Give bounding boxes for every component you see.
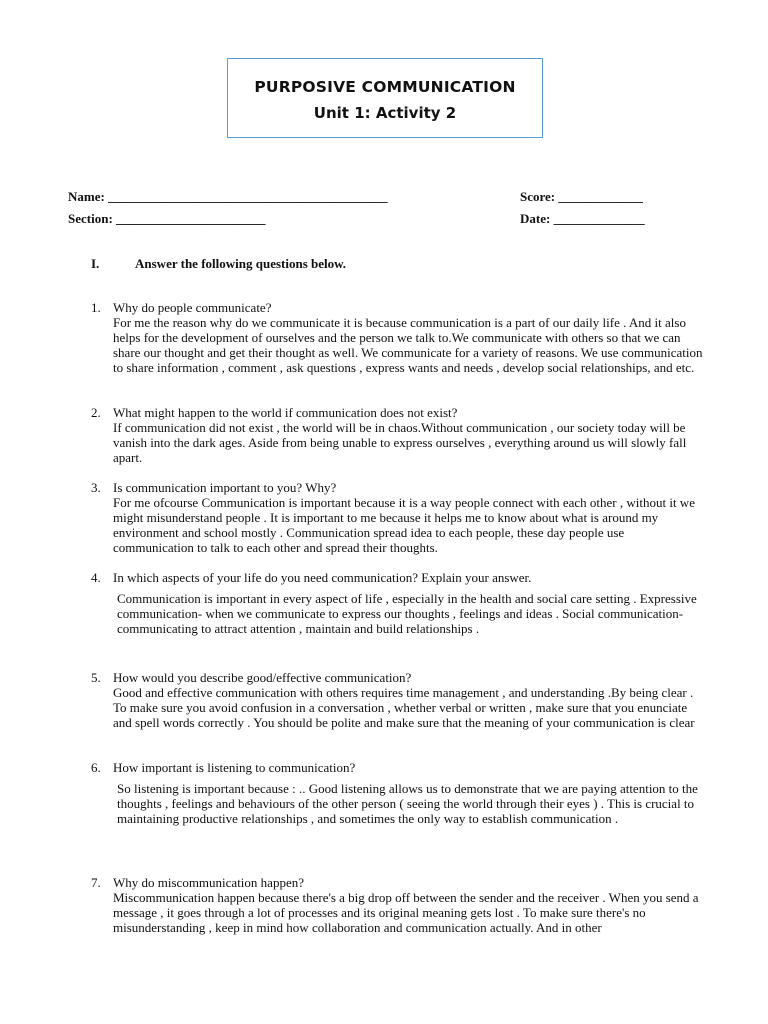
score-blank[interactable]: _____________ [558,189,643,204]
answer-text: Good and effective communication with others requires time management , and understanding .By being clear . To make sure you avoid confusion in a conversation , whether verbal or written , make sure that you enunciate and spell words correctly . You should be polite and make sure that the meaning of your communication is clear [113,685,695,730]
question-item [91,480,706,555]
answer-text: For me ofcourse Communication is important because it is a way people connect with each other , without it we might misunderstand people . It is important to me because it helps me to know about what is around my environment and school mostly . Communication spread idea to each people, these day people use communication to talk to each other and spread their thoughts. [113,495,695,555]
question-number: 2. [91,405,101,420]
question-number: 4. [91,570,101,585]
date-label: Date: [520,211,551,226]
score-label: Score: [520,189,556,204]
question-number: 5. [91,670,101,685]
title-box [227,58,543,138]
question-text: Why do people communicate? [113,300,272,315]
date-blank[interactable]: ______________ [553,211,645,226]
question-item [91,300,706,375]
question-item [91,760,706,826]
answer-text: Miscommunication happen because there's a big drop off between the sender and the receiver . When you send a message , it goes through a lot of processes and its original meaning gets lost . To make sure there's no misunderstanding , keep in mind how collaboration and communication actually. And in other [113,890,699,935]
question-item [91,405,706,465]
section-label: Section: [68,211,113,226]
question-item [91,570,706,636]
page-subtitle: Unit 1: Activity 2 [313,104,457,122]
answer-text: For me the reason why do we communicate it is because communication is a part of our daily life . And it also helps for the development of ourselves and the person we talk to.We communicate with others so that we can share our thought and get their thought as well. We communicate for a variety of reasons. We use communication to share information , comment , ask questions , express wants and needs , develop social relationships, and etc. [113,315,703,375]
question-item [91,670,706,730]
question-text: How important is listening to communication? [113,760,356,775]
question-number: 6. [91,760,101,775]
section-blank[interactable]: _______________________ [116,211,266,226]
score-field[interactable] [520,189,643,204]
name-label: Name: [68,189,105,204]
name-field[interactable] [68,189,388,204]
question-number: 7. [91,875,101,890]
answer-text: If communication did not exist , the world will be in chaos.Without communication , our society today will be vanish into the dark ages. Aside from being unable to express ourselves , everything around us will slowly fall apart. [113,420,687,465]
name-blank[interactable]: ___________________________________________ [108,189,388,204]
question-text: In which aspects of your life do you need communication? Explain your answer. [113,570,532,585]
page-title: PURPOSIVE COMMUNICATION [254,78,516,96]
instructions-number: I. [91,256,100,271]
question-number: 1. [91,300,101,315]
question-text: How would you describe good/effective communication? [113,670,412,685]
date-field[interactable] [520,211,645,226]
section-field[interactable] [68,211,266,226]
answer-text: Communication is important in every aspect of life , especially in the health and social care setting . Expressive communication- when we communicate to express our thoughts , feelings and ideas . Social communication- communicating to attract attention , maintain and build relationships . [117,591,697,636]
question-text: Why do miscommunication happen? [113,875,304,890]
instructions-heading [91,256,346,271]
question-number: 3. [91,480,101,495]
question-text: Is communication important to you? Why? [113,480,337,495]
instructions-text: Answer the following questions below. [135,256,347,271]
question-text: What might happen to the world if communication does not exist? [113,405,458,420]
answer-text: So listening is important because : .. Good listening allows us to demonstrate that we are paying attention to the thoughts , feelings and behaviours of the other person ( seeing the world through their eyes ) . This is crucial to maintaining productive relationships , and sometimes the only way to establish communication . [117,781,698,826]
question-item [91,875,706,935]
